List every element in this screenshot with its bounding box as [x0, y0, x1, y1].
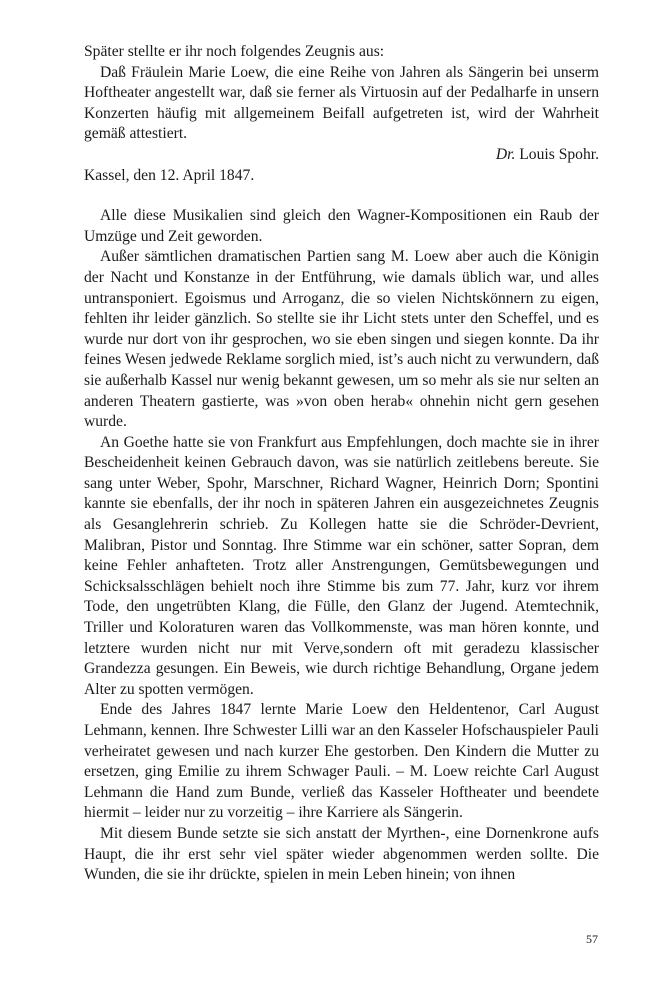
paragraph-musikalien: Alle diese Musikalien sind gleich den Wagner-Kompositionen ein Raub der Umzüge und Zeit geworden. [84, 207, 599, 245]
paragraph-bunde: Mit diesem Bunde setzte sie sich anstatt der Myrthen-, eine Dornenkrone aufs Haupt, die ihr erst sehr viel später wieder abgenommen werden sollte. Die Wunden, die sie ihr drückte, spielen in mein Leben hinein; von ihnen [84, 824, 599, 884]
page-number: 57 [586, 932, 598, 946]
signature-title: Dr. [495, 145, 516, 163]
intro-line: Später stellte er ihr noch folgendes Zeugnis aus: [84, 43, 385, 60]
section-gap [84, 186, 599, 206]
signature-name: Louis Spohr. [515, 145, 599, 163]
page-text-block [84, 42, 599, 886]
paragraph-goethe: An Goethe hatte sie von Frankfurt aus Empfehlungen, doch machte sie in ihrer Bescheidenheit keinen Gebrauch davon, was sie natürlich zeitlebens bereute. Sie sang unter Weber, Spohr, Marschner, Richard Wagner, Heinrich Dorn; Spontini kannte sie ebenfalls, der ihr noch in späteren Jahren ein ausgezeichnetes Zeugnis als Gesanglehrerin schrieb. Zu Kollegen hatte sie die Schröder-Devrient, Malibran, Pistor und Sonntag. Ihre Stimme war ein schöner, satter Sopran, dem keine Fehler anhafteten. Trotz aller Anstrengungen, Gemütsbewegungen und Schicksalsschlägen behielt noch ihre Stimme bis zum 77. Jahr, kurz vor ihrem Tode, den ungetrübten Klang, die Fülle, den Glanz der Jugend. Atemtechnik, Triller und Koloraturen waren das Vollkommenste, was man hören konnte, und letztere wurden nicht nur mit Verve,sondern oft mit geradezu klassischer Grandezza gesungen. Ein Beweis, wie durch richtige Behandlung, Organe jedem Alter zu spotten vermögen. [84, 433, 599, 698]
signature-line [84, 145, 599, 166]
paragraph-lehmann: Ende des Jahres 1847 lernte Marie Loew den Heldentenor, Carl August Lehmann, kennen. Ihre Schwester Lilli war an den Kasseler Hofschauspieler Pauli verheiratet gewesen und nach kurzer Ehe gestorben. Den Kindern die Mutter zu ersetzen, ging Emilie zu ihrem Schwager Pauli. – M. Loew reichte Carl August Lehmann die Hand zum Bunde, verließ das Kasseler Hoftheater und beendete hiermit – leider nur zu vorzeitig – ihre Karriere als Sängerin. [84, 701, 599, 822]
dateline: Kassel, den 12. April 1847. [84, 166, 255, 184]
paragraph-partien: Außer sämtlichen dramatischen Partien sang M. Loew aber auch die Königin der Nacht und Konstanze in der Entführung, wie damals üblich war, und alles untransponiert. Egoismus und Arroganz, die so vielen Nichtskönnern zu eigen, fehlten ihr leider gänzlich. So stellte sie ihr Licht stets unter den Scheffel, und es wurde nur dort von ihr gesprochen, wo sie eben singen und siegen konnte. Da ihr feines Wesen jedwede Reklame sorglich mied, ist’s auch nicht zu verwundern, daß sie außerhalb Kassel nur wenig bekannt gewesen, um so mehr als sie nur selten an anderen Theatern gastierte, was »von oben herab« ohnehin nicht gern gesehen wurde. [84, 248, 599, 431]
testimonial-paragraph: Daß Fräulein Marie Loew, die eine Reihe von Jahren als Sängerin bei unserm Hoftheater angestellt war, daß sie ferner als Virtuosin auf der Pedalharfe in unsern Konzerten häufig mit allgemeinem Beifall aufgetreten ist, wird der Wahrheit gemäß attestiert. [84, 63, 599, 143]
